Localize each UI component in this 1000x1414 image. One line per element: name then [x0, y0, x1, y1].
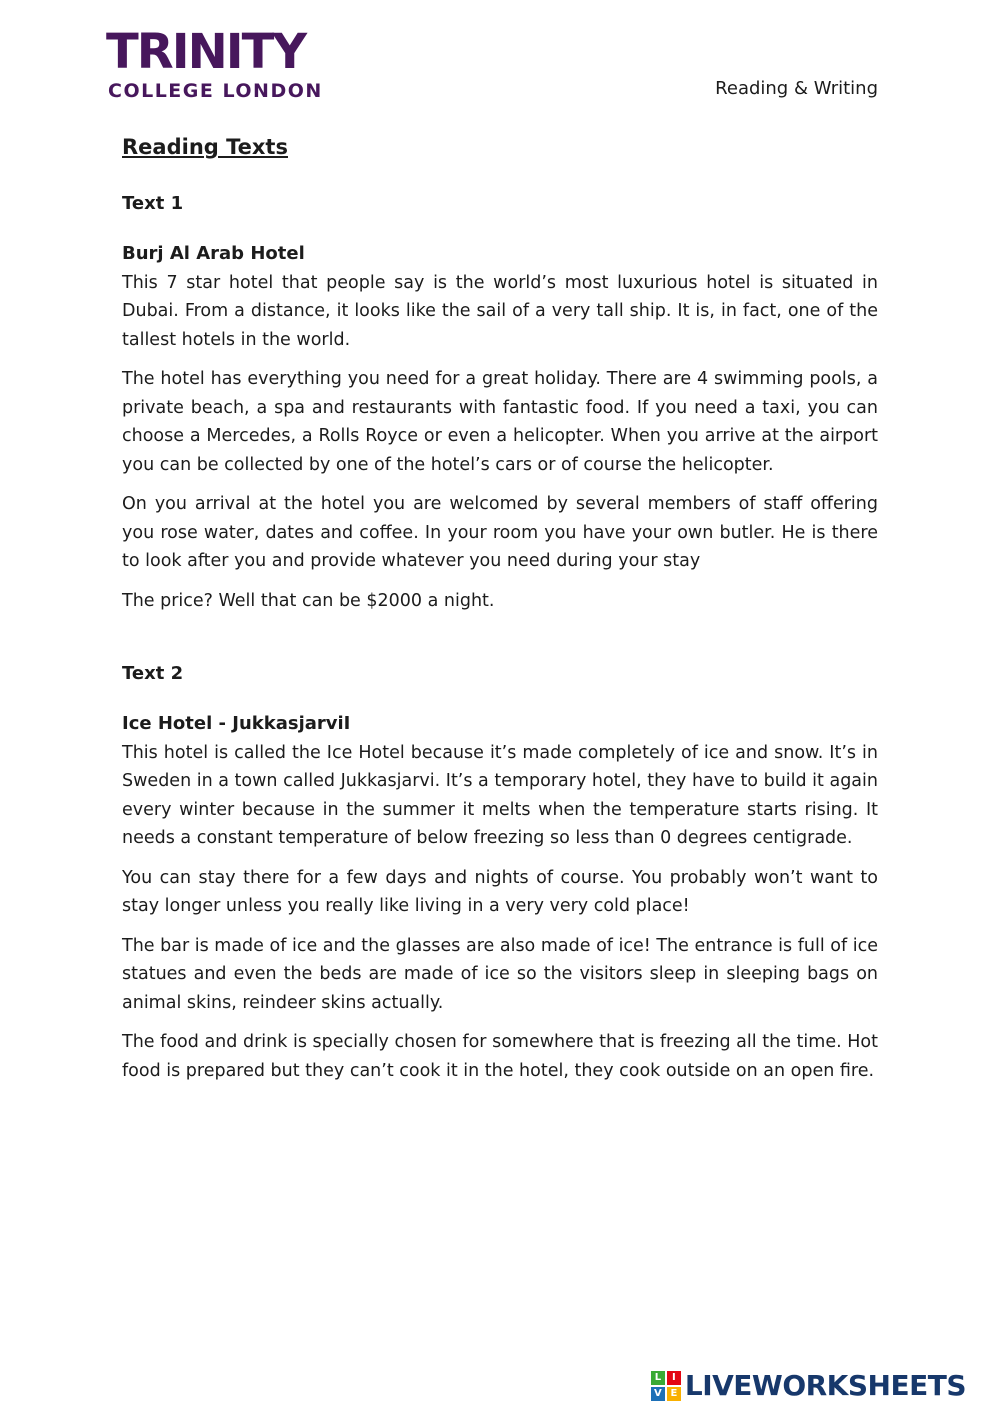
liveworksheets-tile-i: I: [667, 1371, 681, 1385]
trinity-logo: [106, 24, 323, 102]
text-1-paragraph: The hotel has everything you need for a great holiday. There are 4 swimming pools, a private beach, a spa and restaurants with fantastic food. If you need a taxi, you can choose a Mercedes, a Rolls Royce or even a helicopter. When you arrive at the airport you can be collected by one of the hotel’s cars or of course the helicopter.: [122, 369, 878, 475]
liveworksheets-icon: [651, 1371, 681, 1401]
text-2-heading: Ice Hotel - JukkasjarviI: [122, 713, 351, 734]
liveworksheets-logo[interactable]: [651, 1369, 966, 1402]
text-1-paragraph: On you arrival at the hotel you are welcomed by several members of staff offering you rose water, dates and coffee. In your room you have your own butler. He is there to look after you and provide whatever you need during your stay: [122, 494, 878, 571]
liveworksheets-tile-v: V: [651, 1387, 665, 1401]
text-2-label: Text 2: [122, 663, 184, 684]
trinity-subtitle: COLLEGE LONDON: [108, 80, 323, 102]
document-body: [122, 135, 878, 1085]
text-1-section: [122, 193, 878, 615]
text-1-paragraph: The price? Well that can be $2000 a night.: [122, 590, 495, 611]
liveworksheets-tile-l: L: [651, 1371, 665, 1385]
page-header: [106, 24, 878, 102]
liveworksheets-wordmark: LIVEWORKSHEETS: [684, 1369, 966, 1402]
text-1-label: Text 1: [122, 193, 184, 214]
text-2-paragraph: This hotel is called the Ice Hotel because it’s made completely of ice and snow. It’s in Sweden in a town called Jukkasjarvi. It’s a temporary hotel, they have to build it again every winter because in the summer it melts when the temperature starts rising. It needs a constant temperature of below freezing so less than 0 degrees centigrade.: [122, 742, 878, 848]
text-2-paragraph: The food and drink is specially chosen for somewhere that is freezing all the time. Hot food is prepared but they can’t cook it in the hotel, they cook outside on an open fire.: [122, 1032, 878, 1081]
text-2-paragraph: The bar is made of ice and the glasses are also made of ice! The entrance is full of ice statues and even the beds are made of ice so the visitors sleep in sleeping bags on animal skins, reindeer skins actually.: [122, 935, 878, 1013]
section-label: Reading & Writing: [715, 78, 878, 99]
text-2-paragraph: You can stay there for a few days and nights of course. You probably won’t want to stay longer unless you really like living in a very very cold place!: [122, 867, 878, 916]
trinity-wordmark: TRINITY: [106, 24, 306, 80]
text-1-paragraph: This 7 star hotel that people say is the world’s most luxurious hotel is situated in Dubai. From a distance, it looks like the sail of a very tall ship. It is, in fact, one of the tallest hotels in the world.: [122, 272, 878, 350]
text-1-heading: Burj Al Arab Hotel: [122, 243, 305, 264]
text-2-section: [122, 663, 878, 1085]
page-title: Reading Texts: [122, 135, 288, 159]
liveworksheets-tile-e: E: [667, 1387, 681, 1401]
